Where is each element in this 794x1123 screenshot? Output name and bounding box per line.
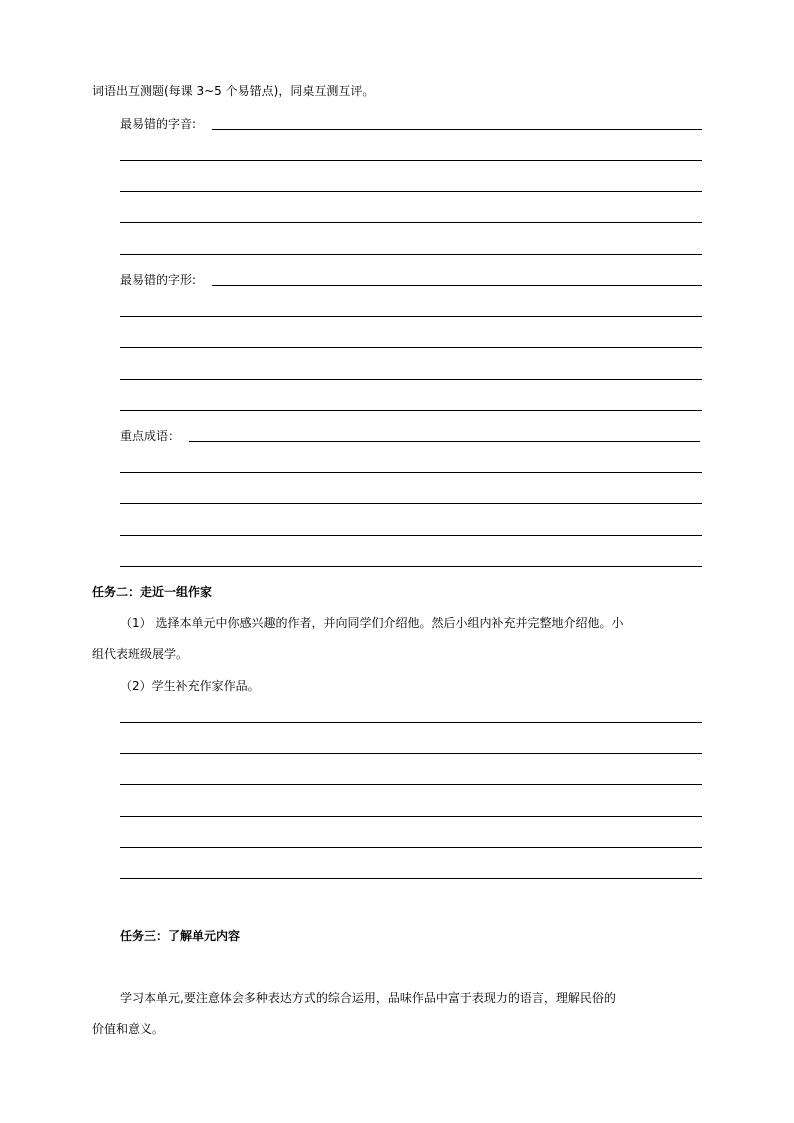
pronunciation-label: 最易错的字音:	[120, 117, 197, 131]
answer-line[interactable]	[120, 347, 702, 348]
glyph-label: 最易错的字形:	[120, 273, 197, 287]
task2-item1-line2: 组代表班级展学。	[92, 647, 189, 661]
answer-line[interactable]	[120, 847, 702, 848]
answer-line[interactable]	[120, 753, 702, 754]
answer-line[interactable]	[120, 535, 702, 536]
answer-line[interactable]	[120, 316, 702, 317]
task3-paragraph-line2: 价值和意义。	[92, 1022, 165, 1036]
answer-line[interactable]	[120, 410, 702, 411]
answer-line[interactable]	[120, 816, 702, 817]
answer-line[interactable]	[120, 784, 702, 785]
task3-paragraph-line1: 学习本单元,要注意体会多种表达方式的综合运用，品味作品中富于表现力的语言，理解民俗的	[120, 991, 616, 1005]
task2-item2: （2）学生补充作家作品。	[120, 679, 260, 693]
pronunciation-answer-line[interactable]	[212, 129, 702, 130]
intro-text: 词语出互测题(每课 3~5 个易错点)，同桌互测互评。	[92, 84, 375, 98]
answer-line[interactable]	[120, 191, 702, 192]
answer-line[interactable]	[120, 379, 702, 380]
idiom-label: 重点成语：	[120, 429, 181, 443]
task2-title: 任务二：走近一组作家	[92, 585, 213, 599]
answer-line[interactable]	[120, 566, 702, 567]
answer-line[interactable]	[120, 222, 702, 223]
glyph-answer-line[interactable]	[212, 285, 702, 286]
answer-line[interactable]	[120, 722, 702, 723]
answer-line[interactable]	[120, 254, 702, 255]
answer-line[interactable]	[120, 472, 702, 473]
idiom-answer-line[interactable]	[189, 441, 700, 442]
answer-line[interactable]	[120, 160, 702, 161]
answer-line[interactable]	[120, 878, 702, 879]
task2-item1-line1: （1） 选择本单元中你感兴趣的作者，并向同学们介绍他。然后小组内补充并完整地介绍他。小	[120, 616, 624, 630]
answer-line[interactable]	[120, 503, 702, 504]
task3-title: 任务三：了解单元内容	[120, 929, 241, 943]
